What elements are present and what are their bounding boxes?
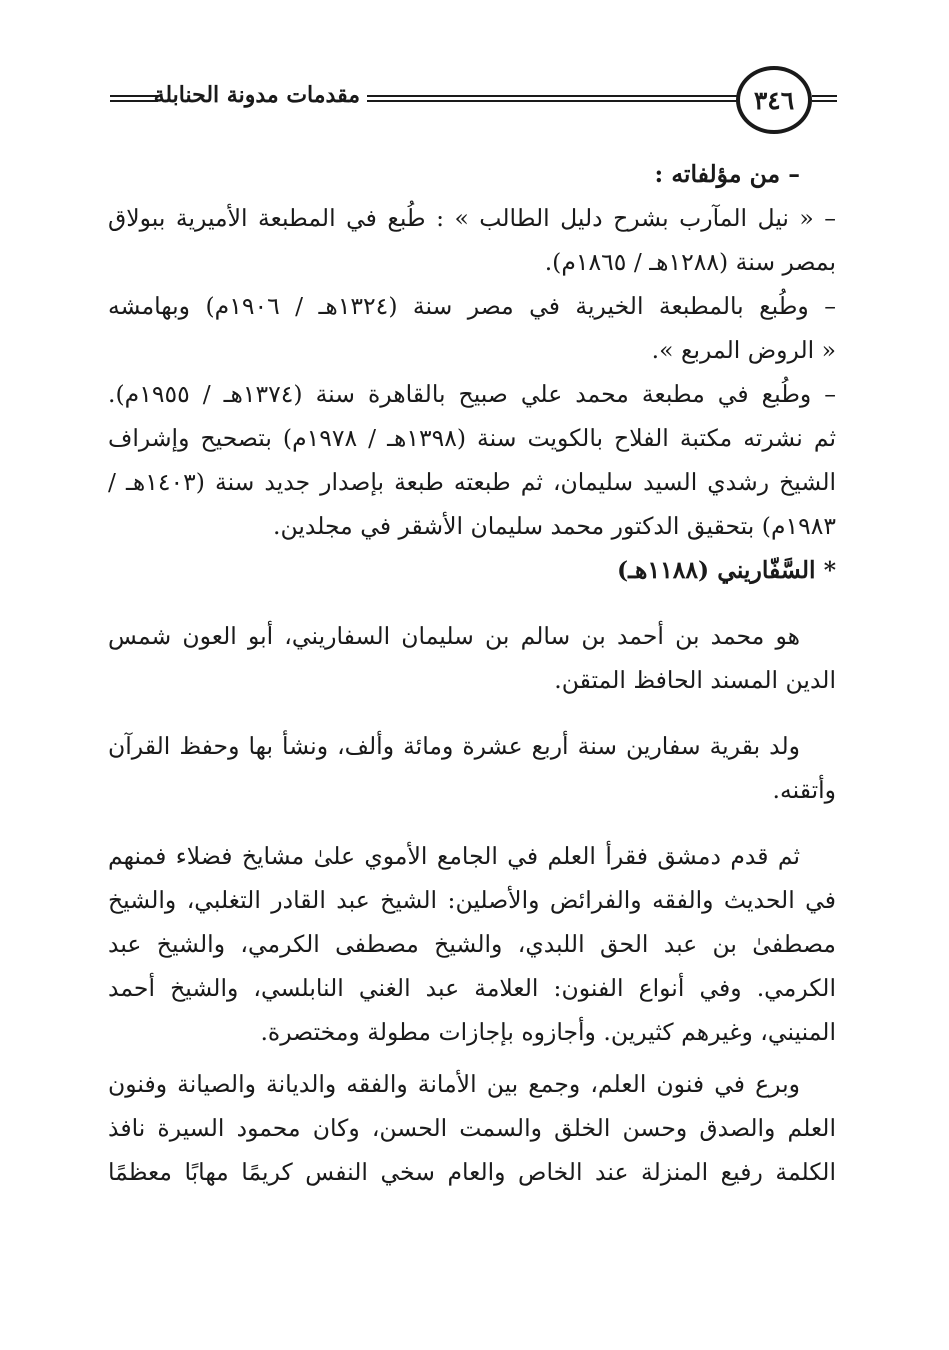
text-line: – وطُبع بالمطبعة الخيرية في مصر سنة (١٣٢٤هـ / ١٩٠٦م) وبهامشه <box>108 292 836 320</box>
text-line: هو محمد بن أحمد بن سالم بن سليمان السفاريني، أبو العون شمس <box>108 622 800 650</box>
text-line: بمصر سنة (١٢٨٨هـ / ١٨٦٥م). <box>544 248 836 276</box>
section-intro-line: – من مؤلفاته : <box>654 160 800 188</box>
text-line: « الروض المربع ». <box>651 336 836 364</box>
text-line: وأتقنه. <box>772 776 836 804</box>
header-rule-left <box>110 95 158 102</box>
header-rule-right <box>812 95 837 102</box>
header-rule-middle <box>367 95 738 102</box>
running-title: مقدمات مدونة الحنابلة <box>153 82 360 108</box>
text-line: العلم والصدق وحسن الخلق والسمت الحسن، وكان محمود السيرة نافذ <box>108 1114 836 1142</box>
text-line: ولد بقرية سفارين سنة أربع عشرة ومائة وألف، ونشأ بها وحفظ القرآن <box>108 732 800 760</box>
text-line: الكلمة رفيع المنزلة عند الخاص والعام سخي النفس كريمًا مهابًا معظمًا <box>108 1158 836 1186</box>
text-line: مصطفىٰ بن عبد الحق اللبدي، والشيخ مصطفى الكرمي، والشيخ عبد <box>108 930 836 958</box>
text-line: ١٩٨٣م) بتحقيق الدكتور محمد سليمان الأشقر في مجلدين. <box>273 512 836 540</box>
text-line: في الحديث والفقه والفرائض والأصلين: الشيخ عبد القادر التغلبي، والشيخ <box>108 886 836 914</box>
text-line: الدين المسند الحافظ المتقن. <box>554 666 836 694</box>
page-number: ٣٤٦ <box>753 85 795 115</box>
text-line: وبرع في فنون العلم، وجمع بين الأمانة والفقه والديانة والصيانة وفنون <box>108 1070 800 1098</box>
page-body <box>108 152 836 1194</box>
page-header <box>0 0 949 150</box>
text-line: الشيخ رشدي السيد سليمان، ثم طبعته طبعة بإصدار جديد سنة (١٤٠٣هـ / <box>108 468 836 496</box>
text-line: ثم قدم دمشق فقرأ العلم في الجامع الأموي علىٰ مشايخ فضلاء فمنهم <box>108 842 800 870</box>
text-line: – وطُبع في مطبعة محمد علي صبيح بالقاهرة سنة (١٣٧٤هـ / ١٩٥٥م). <box>108 380 836 408</box>
biography-heading: * السَّفّاريني (١١٨٨هـ) <box>617 556 836 584</box>
page-number-badge <box>736 66 812 134</box>
text-line: المنيني، وغيرهم كثيرين. وأجازوه بإجازات مطولة ومختصرة. <box>260 1018 836 1046</box>
text-line: الكرمي. وفي أنواع الفنون: العلامة عبد الغني النابلسي، والشيخ أحمد <box>108 974 836 1002</box>
text-line: – « نيل المآرب بشرح دليل الطالب » : طُبع في المطبعة الأميرية ببولاق <box>108 204 836 232</box>
text-line: ثم نشرته مكتبة الفلاح بالكويت سنة (١٣٩٨هـ / ١٩٧٨م) بتصحيح وإشراف <box>108 424 836 452</box>
